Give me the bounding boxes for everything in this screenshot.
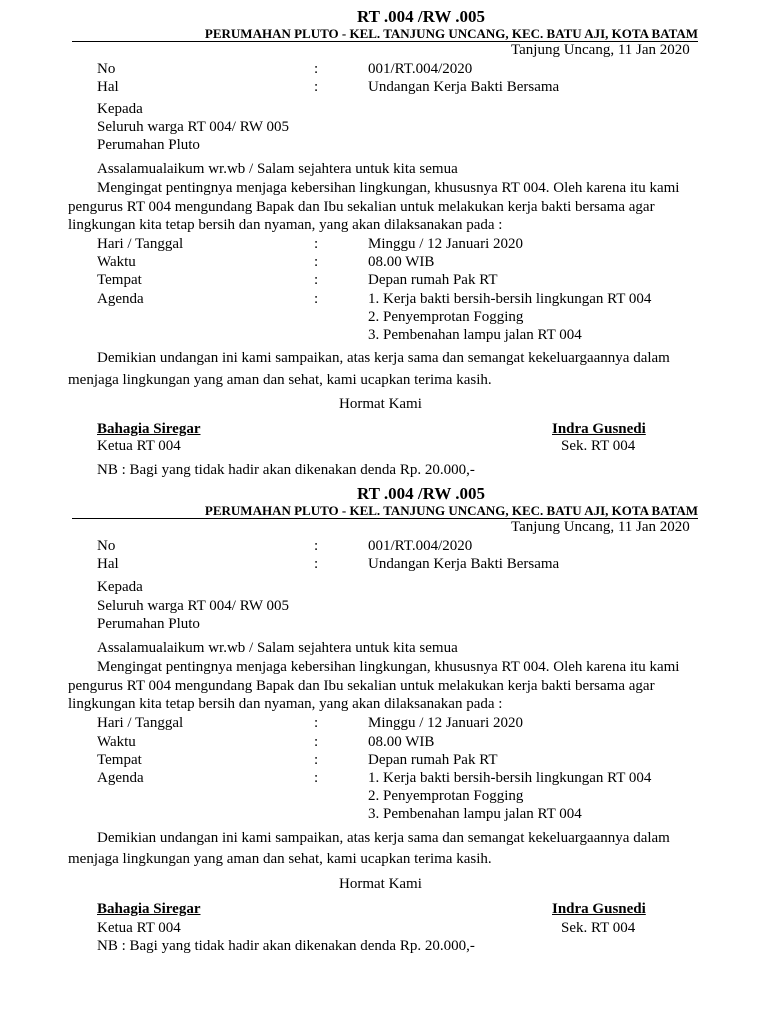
- greeting: Assalamualaikum wr.wb / Salam sejahtera untuk kita semua: [97, 640, 458, 656]
- recipient-line-1: Seluruh warga RT 004/ RW 005: [97, 598, 290, 614]
- no-colon: :: [314, 538, 319, 554]
- kepada: Kepada: [97, 579, 143, 595]
- closing-line-2: menjaga lingkungan yang aman dan sehat, kami ucapkan terima kasih.: [68, 851, 492, 867]
- agenda-label: Agenda: [97, 770, 144, 786]
- greeting: Assalamualaikum wr.wb / Salam sejahtera untuk kita semua: [97, 161, 458, 177]
- recipient-line-2: Perumahan Pluto: [97, 137, 200, 153]
- regards: Hormat Kami: [339, 396, 422, 412]
- agenda-item: 2. Penyemprotan Fogging: [368, 309, 524, 325]
- day-colon: :: [314, 236, 319, 252]
- right-signatory-name: Indra Gusnedi: [552, 421, 646, 437]
- time-label: Waktu: [97, 254, 136, 270]
- recipient-line-2: Perumahan Pluto: [97, 616, 200, 632]
- invitation-letter-2: [0, 477, 768, 957]
- note: NB : Bagi yang tidak hadir akan dikenakan denda Rp. 20.000,-: [97, 462, 475, 478]
- left-signatory-role: Ketua RT 004: [97, 438, 181, 454]
- no-label: No: [97, 61, 116, 77]
- agenda-item: 3. Pembenahan lampu jalan RT 004: [368, 327, 582, 343]
- agenda-colon: :: [314, 291, 319, 307]
- time-colon: :: [314, 734, 319, 750]
- letter-subtitle: PERUMAHAN PLUTO - KEL. TANJUNG UNCANG, KEC. BATU AJI, KOTA BATAM: [72, 26, 698, 42]
- intro-line-1: Mengingat pentingnya menjaga kebersihan lingkungan, khususnya RT 004. Oleh karena itu kami: [97, 180, 680, 196]
- hal-label: Hal: [97, 556, 119, 572]
- no-value: 001/RT.004/2020: [368, 61, 473, 77]
- regards: Hormat Kami: [339, 876, 422, 892]
- day-label: Hari / Tanggal: [97, 715, 184, 731]
- left-signatory-name: Bahagia Siregar: [97, 901, 201, 917]
- closing-line-2: menjaga lingkungan yang aman dan sehat, kami ucapkan terima kasih.: [68, 372, 492, 388]
- time-value: 08.00 WIB: [368, 734, 435, 750]
- time-value: 08.00 WIB: [368, 254, 435, 270]
- intro-line-3: lingkungan kita tetap bersih dan nyaman, yang akan dilaksanakan pada :: [68, 217, 503, 233]
- day-colon: :: [314, 715, 319, 731]
- place-colon: :: [314, 272, 319, 288]
- kepada: Kepada: [97, 101, 143, 117]
- agenda-item: 3. Pembenahan lampu jalan RT 004: [368, 806, 582, 822]
- closing-line-1: Demikian undangan ini kami sampaikan, atas kerja sama dan semangat kekeluargaannya dalam: [97, 830, 670, 846]
- hal-colon: :: [314, 79, 319, 95]
- place-date: Tanjung Uncang, 11 Jan 2020: [511, 519, 690, 535]
- hal-value: Undangan Kerja Bakti Bersama: [368, 556, 560, 572]
- place-colon: :: [314, 752, 319, 768]
- agenda-item: 2. Penyemprotan Fogging: [368, 788, 524, 804]
- place-value: Depan rumah Pak RT: [368, 752, 498, 768]
- letter-subtitle: PERUMAHAN PLUTO - KEL. TANJUNG UNCANG, KEC. BATU AJI, KOTA BATAM: [72, 503, 698, 519]
- day-value: Minggu / 12 Januari 2020: [368, 715, 523, 731]
- hal-label: Hal: [97, 79, 119, 95]
- right-signatory-role: Sek. RT 004: [561, 438, 636, 454]
- agenda-item: 1. Kerja bakti bersih-bersih lingkungan RT 004: [368, 770, 652, 786]
- day-label: Hari / Tanggal: [97, 236, 184, 252]
- no-value: 001/RT.004/2020: [368, 538, 473, 554]
- intro-line-1: Mengingat pentingnya menjaga kebersihan lingkungan, khususnya RT 004. Oleh karena itu kami: [97, 659, 680, 675]
- letter-title: RT .004 /RW .005: [356, 7, 486, 26]
- intro-line-2: pengurus RT 004 mengundang Bapak dan Ibu sekalian untuk melakukan kerja bakti bersama agar: [68, 199, 655, 215]
- left-signatory-role: Ketua RT 004: [97, 920, 181, 936]
- time-colon: :: [314, 254, 319, 270]
- note: NB : Bagi yang tidak hadir akan dikenakan denda Rp. 20.000,-: [97, 938, 475, 954]
- place-label: Tempat: [97, 752, 142, 768]
- place-date: Tanjung Uncang, 11 Jan 2020: [511, 42, 690, 58]
- hal-colon: :: [314, 556, 319, 572]
- left-signatory-name: Bahagia Siregar: [97, 421, 201, 437]
- no-colon: :: [314, 61, 319, 77]
- agenda-item: 1. Kerja bakti bersih-bersih lingkungan RT 004: [368, 291, 652, 307]
- day-value: Minggu / 12 Januari 2020: [368, 236, 523, 252]
- letter-title: RT .004 /RW .005: [356, 484, 486, 503]
- agenda-colon: :: [314, 770, 319, 786]
- invitation-letter-1: [0, 0, 768, 480]
- closing-line-1: Demikian undangan ini kami sampaikan, atas kerja sama dan semangat kekeluargaannya dalam: [97, 350, 670, 366]
- hal-value: Undangan Kerja Bakti Bersama: [368, 79, 560, 95]
- agenda-label: Agenda: [97, 291, 144, 307]
- no-label: No: [97, 538, 116, 554]
- recipient-line-1: Seluruh warga RT 004/ RW 005: [97, 119, 290, 135]
- right-signatory-role: Sek. RT 004: [561, 920, 636, 936]
- intro-line-3: lingkungan kita tetap bersih dan nyaman, yang akan dilaksanakan pada :: [68, 696, 503, 712]
- intro-line-2: pengurus RT 004 mengundang Bapak dan Ibu sekalian untuk melakukan kerja bakti bersama agar: [68, 678, 655, 694]
- place-label: Tempat: [97, 272, 142, 288]
- place-value: Depan rumah Pak RT: [368, 272, 498, 288]
- time-label: Waktu: [97, 734, 136, 750]
- right-signatory-name: Indra Gusnedi: [552, 901, 646, 917]
